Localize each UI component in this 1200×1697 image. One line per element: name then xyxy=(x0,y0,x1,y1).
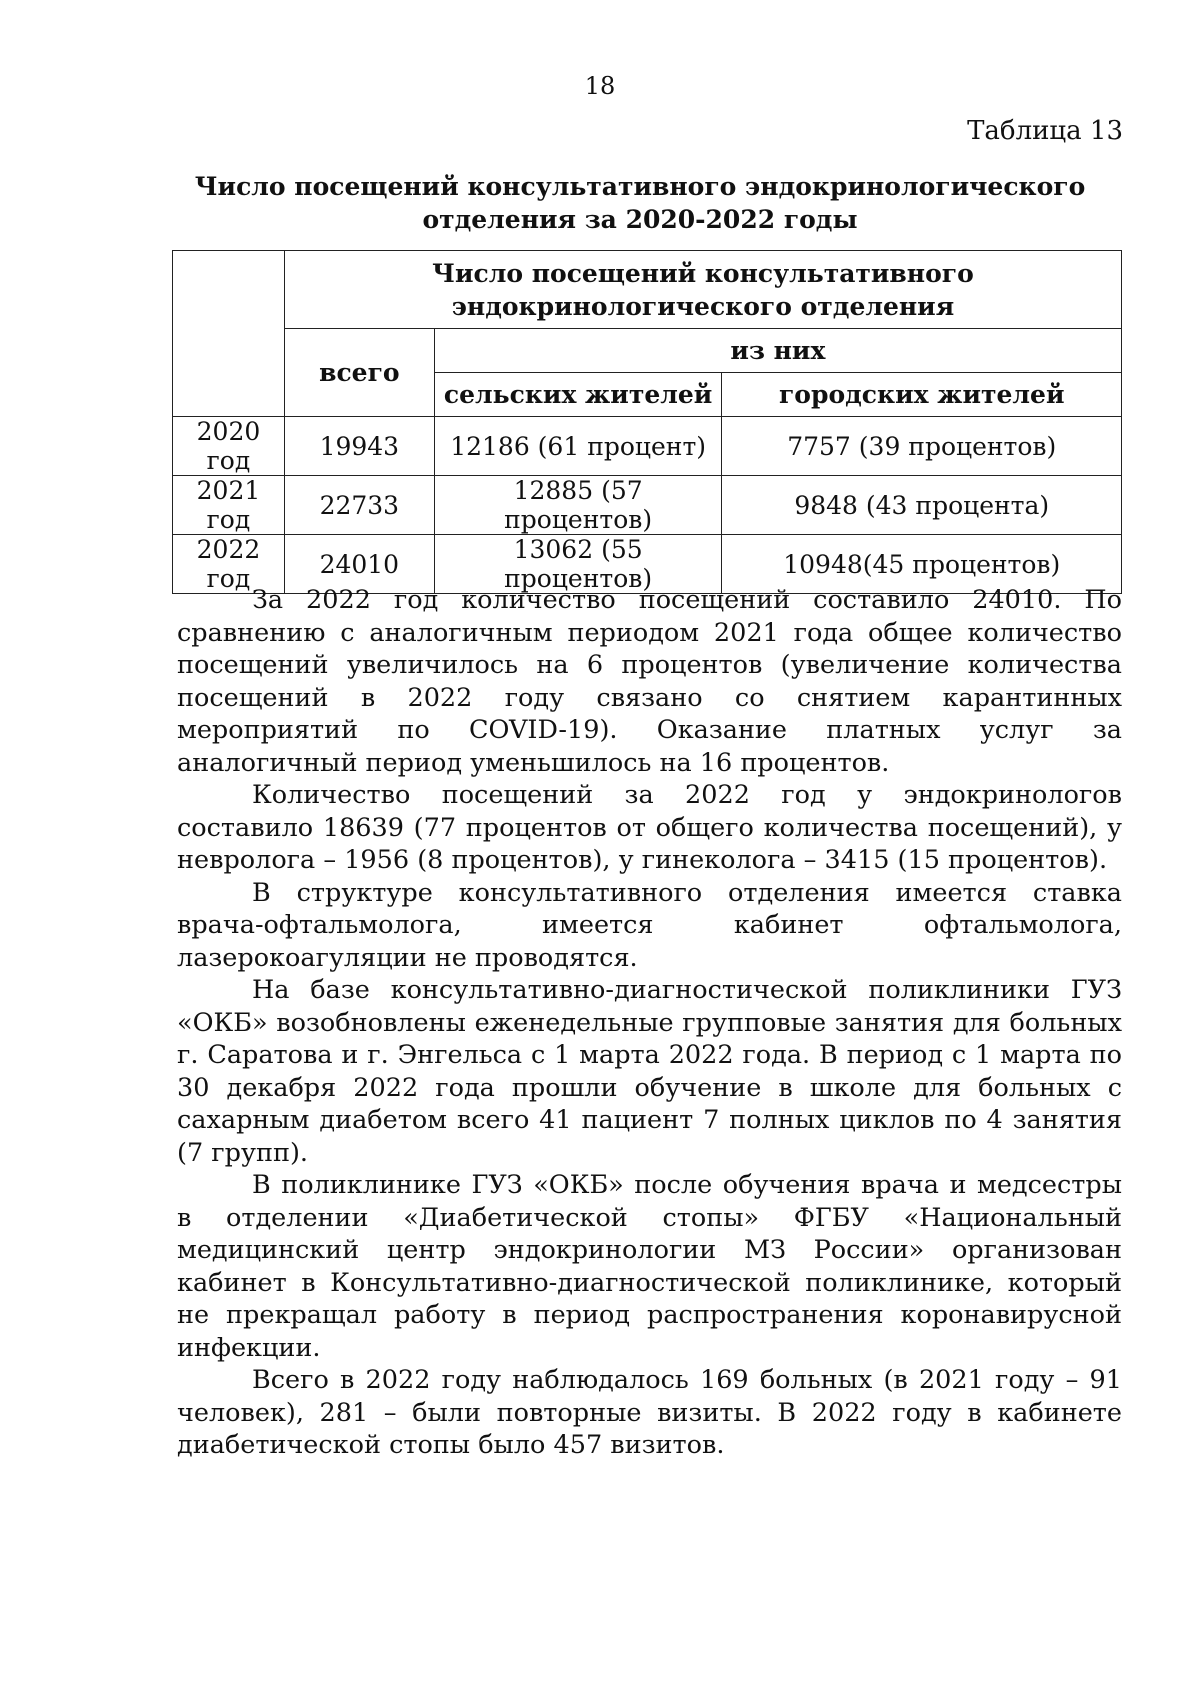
table-title: Число посещений консультативного эндокринологического отделения за 2020-2022 годы xyxy=(194,172,1086,234)
urban-header-cell: городских жителей xyxy=(722,373,1122,417)
total-cell: 19943 xyxy=(284,417,434,476)
total-header-cell: всего xyxy=(284,329,434,417)
total-cell: 24010 xyxy=(284,535,434,594)
rural-header-cell: сельских жителей xyxy=(434,373,722,417)
year-header-cell xyxy=(173,251,285,417)
paragraph: В структуре консультативного отделения имеется ставка врача-офтальмолога, имеется кабинет офтальмолога, лазерокоагуляции не проводятся. xyxy=(177,877,1122,973)
body-text xyxy=(177,584,1122,1462)
rural-cell: 13062 (55 процентов) xyxy=(434,535,722,594)
paragraph: В поликлинике ГУЗ «ОКБ» после обучения врача и медсестры в отделении «Диабетической стопы» ФГБУ «Национальный медицинский центр эндокринологии МЗ России» организован кабинет в Консультативно-диагностической поликлинике, который не прекращал работу в период распространения коронавирусной инфекции. xyxy=(177,1170,1122,1363)
year-cell: 2020 год xyxy=(173,417,285,476)
paragraph: За 2022 год количество посещений составило 24010. По сравнению с аналогичным периодом 2021 года общее количество посещений увеличилось на 6 процентов (увеличение количества посещений в 2022 году связано со снятием карантинных мероприятий по COVID-19). Оказание платных услуг за аналогичный период уменьшилось на 16 процентов. xyxy=(177,585,1122,778)
table-header-row xyxy=(173,329,1122,373)
total-cell: 22733 xyxy=(284,476,434,535)
group-header-cell: Число посещений консультативного эндокринологического отделения xyxy=(284,251,1121,329)
paragraph: Количество посещений за 2022 год у эндокринологов составило 18639 (77 процентов от общего количества посещений), у невролога – 1956 (8 процентов), у гинеколога – 3415 (15 процентов). xyxy=(177,780,1122,875)
visits-table xyxy=(172,250,1122,594)
table-row xyxy=(173,417,1122,476)
paragraph: На базе консультативно-диагностической поликлиники ГУЗ «ОКБ» возобновлены еженедельные групповые занятия для больных г. Саратова и г. Энгельса с 1 марта 2022 года. В период с 1 марта по 30 декабря 2022 года прошли обучение в школе для больных с сахарным диабетом всего 41 пациент 7 полных циклов по 4 занятия (7 групп). xyxy=(177,975,1122,1168)
subgroup-header-cell: из них xyxy=(434,329,1121,373)
rural-cell: 12885 (57 процентов) xyxy=(434,476,722,535)
year-cell: 2022 год xyxy=(173,535,285,594)
rural-cell: 12186 (61 процент) xyxy=(434,417,722,476)
urban-cell: 10948(45 процентов) xyxy=(722,535,1122,594)
table-row xyxy=(173,476,1122,535)
table-header-row xyxy=(173,251,1122,329)
urban-cell: 9848 (43 процента) xyxy=(722,476,1122,535)
paragraph: Всего в 2022 году наблюдалось 169 больных (в 2021 году – 91 человек), 281 – были повторные визиты. В 2022 году в кабинете диабетической стопы было 457 визитов. xyxy=(177,1365,1122,1460)
page-number: 18 xyxy=(584,72,616,100)
year-cell: 2021 год xyxy=(173,476,285,535)
urban-cell: 7757 (39 процентов) xyxy=(722,417,1122,476)
table-label: Таблица 13 xyxy=(967,116,1123,146)
